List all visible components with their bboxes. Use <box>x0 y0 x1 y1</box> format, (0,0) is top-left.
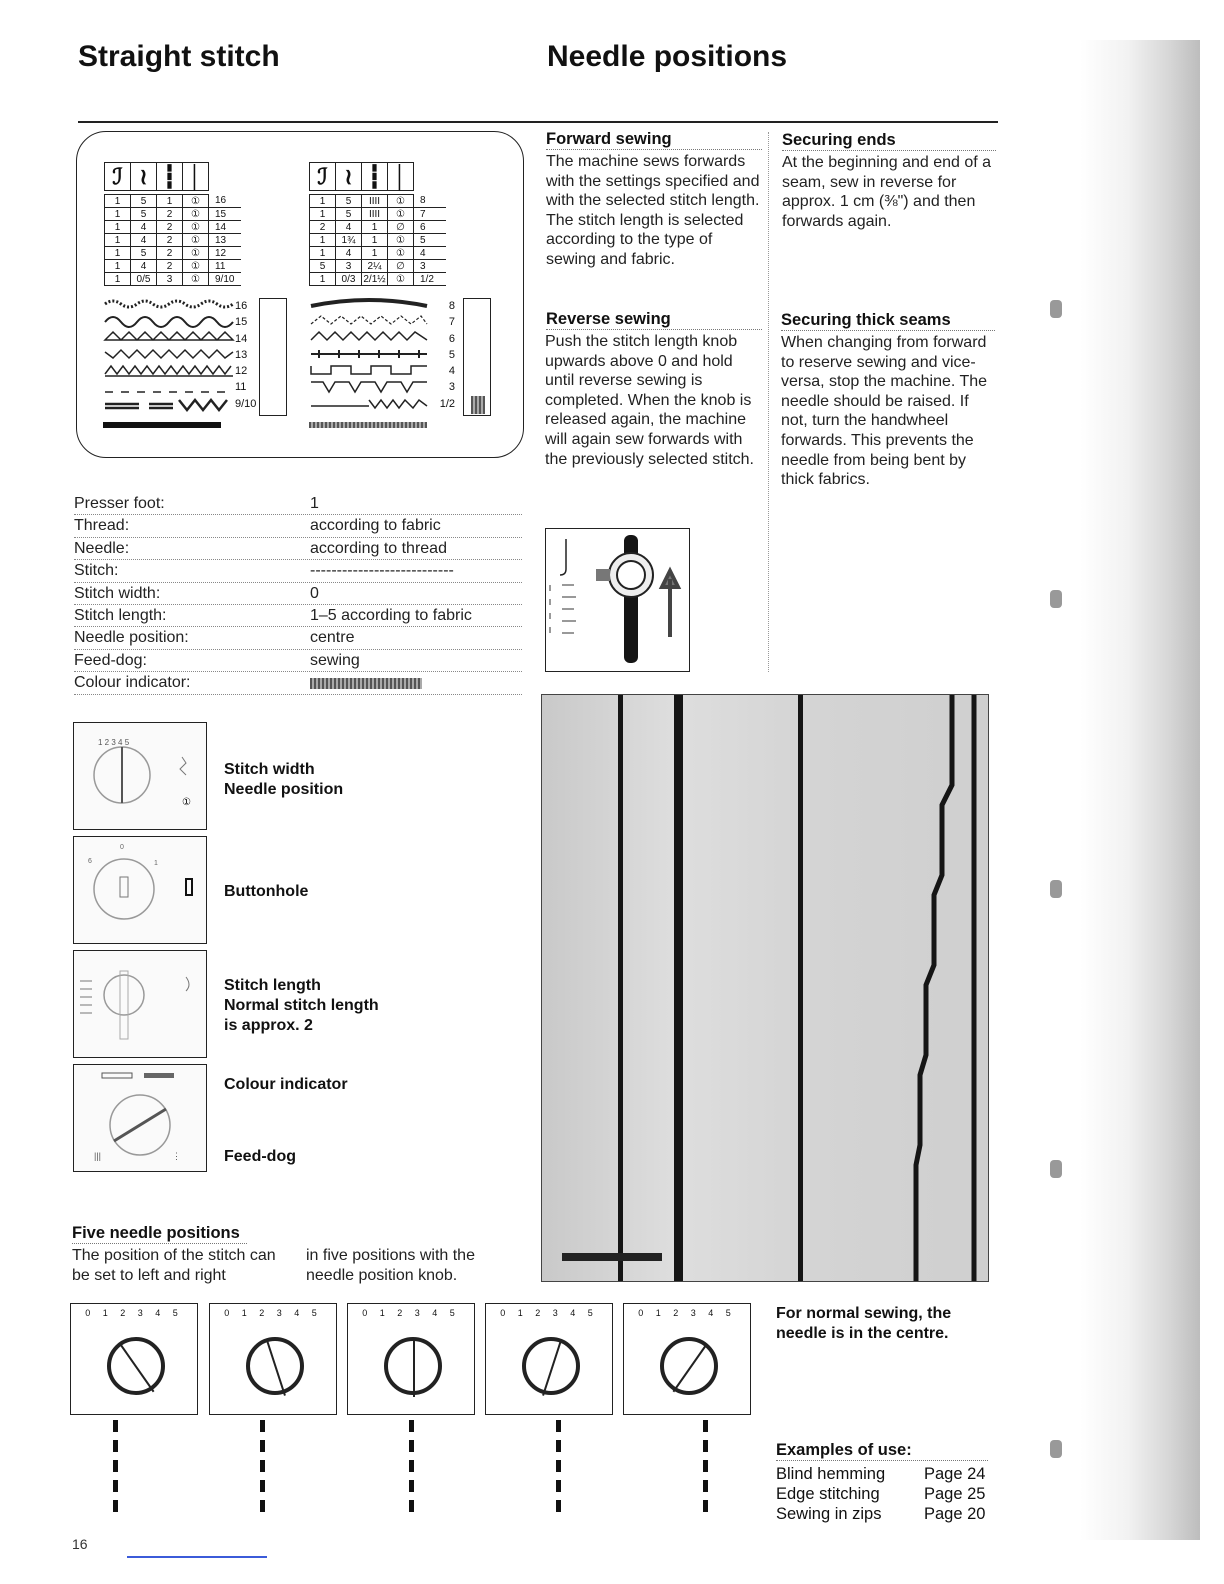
page-title-right: Needle positions <box>547 40 788 73</box>
spec-label: Presser foot: <box>74 495 165 512</box>
binding-hole <box>1050 590 1062 608</box>
settings-cell: ① <box>388 234 414 247</box>
spec-label: Stitch: <box>74 562 119 580</box>
spec-label: Stitch width: <box>74 584 161 602</box>
svg-text:①: ① <box>182 797 191 808</box>
reverse-sewing-text: Push the stitch length knob upwards above 0 and hold until reverse sewing is completed. When the knob is released again, the machine will again sew forwards with the previously selected stitch. <box>545 333 754 468</box>
settings-cell: 0/3 <box>336 273 362 286</box>
settings-cell: 13 <box>209 234 241 247</box>
seam-line <box>798 695 803 1281</box>
example-page: Page 25 <box>924 1485 986 1503</box>
spec-label: Colour indicator: <box>74 674 191 692</box>
right-colour-bar <box>309 422 427 428</box>
pattern-number: 15 <box>235 316 248 329</box>
stitch-width-icon: ┇ <box>362 163 388 190</box>
five-positions-text-2: in five positions with the needle position knob. <box>306 1247 475 1284</box>
spec-value: 1 <box>310 495 319 512</box>
needle-knob-position-0 <box>70 1303 198 1415</box>
settings-cell: 1 <box>362 247 388 260</box>
example-page: Page 20 <box>924 1505 986 1523</box>
label-feed-dog: Feed-dog <box>224 1148 296 1165</box>
presser-foot-icon: ℐ <box>310 163 336 190</box>
settings-cell: 5 <box>336 208 362 221</box>
settings-cell: ① <box>183 221 209 234</box>
stitch-width-icon: ┇ <box>157 163 183 190</box>
settings-row <box>105 221 241 234</box>
spec-value: 1–5 according to fabric <box>310 606 472 624</box>
spec-row <box>74 583 522 605</box>
presser-foot-icon: ℐ <box>105 163 131 190</box>
stitch-settings-panel <box>76 131 524 458</box>
page-binding-strip <box>1080 40 1200 1540</box>
securing-thick-text: When changing from forward to reserve sewing and vice-versa, stop the machine. The needle should be raised. If not, turn the handwheel forwards. This prevents the needle from being bent by thick fabrics. <box>781 334 988 489</box>
pattern-number: 4 <box>448 365 455 378</box>
needle-knob-position-centre <box>347 1303 475 1415</box>
securing-ends-text: At the beginning and end of a seam, sew in reverse for approx. 1 cm (⅜") and then forwards again. <box>782 154 992 230</box>
settings-cell: 1 <box>310 195 336 208</box>
seam-photo <box>541 694 989 1282</box>
colour-feed-dial-icon <box>74 1065 204 1169</box>
tension-icon: ≀ <box>131 163 157 190</box>
svg-text:0: 0 <box>120 844 124 851</box>
pattern-number: 7 <box>448 316 455 329</box>
pattern-number: 13 <box>235 348 248 361</box>
normal-sewing-note: For normal sewing, the needle is in the centre. <box>776 1305 952 1342</box>
settings-row <box>310 208 446 221</box>
pattern-number: 9/10 <box>235 397 257 410</box>
knob-dial-icon <box>522 1337 580 1395</box>
page-title-left: Straight stitch <box>78 40 280 73</box>
pattern-number: 6 <box>448 332 455 345</box>
knob-scale: 0 1 2 3 4 5 <box>638 1308 736 1318</box>
settings-cell: 6 <box>414 221 446 234</box>
header-rule <box>78 121 998 123</box>
reverse-stitch-seam <box>912 695 982 1282</box>
binding-hole <box>1050 1440 1062 1458</box>
settings-row <box>105 234 241 247</box>
settings-row <box>310 273 446 286</box>
securing-thick-heading: Securing thick seams <box>781 311 995 331</box>
settings-cell: IIII <box>362 195 388 208</box>
left-table-header <box>104 162 209 191</box>
settings-cell: 3 <box>157 273 183 286</box>
example-item <box>776 1464 991 1484</box>
stitch-width-dial-icon <box>74 723 204 827</box>
needle-icon: │ <box>388 163 414 190</box>
colour-indicator-swatch <box>310 678 422 689</box>
settings-cell: 1 <box>310 234 336 247</box>
settings-cell: ① <box>183 195 209 208</box>
example-item <box>776 1484 991 1504</box>
settings-cell: ① <box>388 208 414 221</box>
settings-cell: 1 <box>310 247 336 260</box>
settings-cell: 3 <box>336 260 362 273</box>
examples-heading: Examples of use: <box>776 1441 988 1461</box>
settings-cell: 7 <box>414 208 446 221</box>
settings-cell: 3 <box>414 260 446 273</box>
pattern-number: 5 <box>448 348 455 361</box>
knob-dial-icon <box>660 1337 718 1395</box>
spec-row <box>74 672 522 694</box>
reverse-knob-illustration <box>545 528 690 672</box>
forward-sewing-text: The machine sews forwards with the settings specified and with the selected stitch length. The stitch length is selected according to the type of sewing and fabric. <box>546 153 760 268</box>
settings-cell: 2¼ <box>362 260 388 273</box>
five-positions-text-1: The position of the stitch can be set to left and right <box>72 1247 276 1284</box>
settings-cell: ① <box>183 208 209 221</box>
stitch-width-dial-box <box>73 722 207 830</box>
reverse-knob-icon <box>546 529 688 669</box>
settings-cell: 2 <box>157 208 183 221</box>
spec-value: centre <box>310 629 355 647</box>
settings-cell: 2 <box>157 247 183 260</box>
stitch-length-dial-icon <box>74 951 204 1055</box>
needle-stitch-line <box>556 1420 562 1520</box>
spec-label: Thread: <box>74 517 130 535</box>
settings-cell: 15 <box>209 208 241 221</box>
needle-stitch-line <box>409 1420 415 1520</box>
spec-value: --------------------------- <box>310 562 454 580</box>
colour-feed-dial-box <box>73 1064 207 1172</box>
settings-cell: 4 <box>131 234 157 247</box>
label-buttonhole: Buttonhole <box>224 883 309 900</box>
needle-stitch-line <box>703 1420 709 1520</box>
spec-value: according to thread <box>310 539 447 557</box>
example-name: Sewing in zips <box>776 1505 882 1523</box>
settings-cell: 0/5 <box>131 273 157 286</box>
settings-row <box>105 195 241 208</box>
pattern-number: 1/2 <box>439 397 455 410</box>
svg-text:|||: ||| <box>94 1151 102 1161</box>
settings-cell: ∅ <box>388 221 414 234</box>
settings-cell: 11 <box>209 260 241 273</box>
needle-knob-position-3 <box>485 1303 613 1415</box>
reverse-sewing-heading: Reverse sewing <box>546 310 762 330</box>
settings-cell: 5 <box>414 234 446 247</box>
settings-cell: 1 <box>310 208 336 221</box>
tension-icon: ≀ <box>336 163 362 190</box>
settings-specs-table <box>74 493 522 695</box>
examples-list <box>776 1464 991 1524</box>
settings-cell: 1/2 <box>414 273 446 286</box>
settings-row <box>310 260 446 273</box>
spec-value: 0 <box>310 584 319 602</box>
knob-dial-icon <box>384 1337 442 1395</box>
settings-cell: 16 <box>209 195 241 208</box>
needle-stitch-line <box>260 1420 266 1520</box>
spec-row <box>74 515 522 537</box>
settings-cell: 5 <box>336 195 362 208</box>
example-name: Blind hemming <box>776 1465 886 1483</box>
fabric-edge <box>562 1253 662 1261</box>
label-needle-position: Needle position <box>224 781 344 798</box>
binding-hole <box>1050 880 1062 898</box>
settings-cell: 1 <box>310 273 336 286</box>
settings-cell: 8 <box>414 195 446 208</box>
buttonhole-dial-icon <box>74 837 204 941</box>
settings-cell: 1 <box>157 195 183 208</box>
spec-label: Feed-dog: <box>74 651 147 669</box>
needle-knob-position-1 <box>209 1303 337 1415</box>
settings-cell: 1 <box>105 247 131 260</box>
settings-cell: 2 <box>157 260 183 273</box>
settings-cell: 12 <box>209 247 241 260</box>
settings-cell: 4 <box>131 221 157 234</box>
svg-text:⋮: ⋮ <box>172 1151 181 1161</box>
settings-cell: 5 <box>310 260 336 273</box>
pattern-number: 11 <box>235 381 247 394</box>
knob-scale: 0 1 2 3 4 5 <box>224 1308 322 1318</box>
pattern-number: 16 <box>235 300 248 312</box>
settings-row <box>105 208 241 221</box>
settings-cell: 2 <box>157 234 183 247</box>
footer-blue-line <box>127 1556 267 1558</box>
knob-scale: 0 1 2 3 4 5 <box>85 1308 183 1318</box>
column-divider <box>768 132 769 672</box>
spec-row <box>74 627 522 649</box>
settings-cell: 2 <box>310 221 336 234</box>
binding-hole <box>1050 1160 1062 1178</box>
svg-text:6: 6 <box>88 858 92 865</box>
right-bracket-swatch <box>471 396 485 414</box>
settings-cell: 5 <box>131 208 157 221</box>
settings-cell: ∅ <box>388 260 414 273</box>
settings-cell: ① <box>388 247 414 260</box>
knob-dial-icon <box>246 1337 304 1395</box>
stitch-length-dial-box <box>73 950 207 1058</box>
securing-ends-heading: Securing ends <box>782 131 996 151</box>
settings-cell: 2/1½ <box>363 273 386 285</box>
settings-cell: 9/10 <box>209 273 241 286</box>
left-settings-table <box>104 194 241 286</box>
settings-cell: 4 <box>336 247 362 260</box>
spec-value: sewing <box>310 651 360 669</box>
settings-cell: 1 <box>362 221 388 234</box>
left-colour-bar <box>103 422 221 428</box>
settings-cell: ① <box>388 195 414 208</box>
knob-dial-icon <box>107 1337 165 1395</box>
settings-cell: ① <box>183 234 209 247</box>
settings-row <box>105 260 241 273</box>
needle-icon: │ <box>183 163 209 190</box>
pattern-number: 14 <box>235 332 248 345</box>
pattern-number: 12 <box>235 365 248 378</box>
settings-row <box>310 195 446 208</box>
example-name: Edge stitching <box>776 1485 880 1503</box>
settings-row <box>105 273 241 286</box>
settings-row <box>310 247 446 260</box>
seam-line <box>618 695 623 1281</box>
needle-stitch-line <box>113 1420 119 1520</box>
settings-cell: ① <box>183 260 209 273</box>
settings-row <box>105 247 241 260</box>
spec-label: Needle position: <box>74 629 189 647</box>
settings-row <box>310 221 446 234</box>
example-item <box>776 1504 991 1524</box>
left-pattern-numbers <box>235 298 256 412</box>
settings-cell: 1 <box>105 234 131 247</box>
settings-cell: 14 <box>209 221 241 234</box>
svg-text:1 2 3 4 5: 1 2 3 4 5 <box>98 738 130 747</box>
buttonhole-dial-box <box>73 836 207 944</box>
spec-row <box>74 650 522 672</box>
spec-label: Needle: <box>74 539 130 557</box>
settings-cell: 1 <box>105 195 131 208</box>
knob-scale: 0 1 2 3 4 5 <box>362 1308 460 1318</box>
label-colour-indicator: Colour indicator <box>224 1076 348 1093</box>
binding-hole <box>1050 300 1062 318</box>
left-pattern-bracket <box>259 298 287 416</box>
spec-row <box>74 605 522 627</box>
right-settings-table <box>309 194 446 286</box>
label-normal-length-1: Normal stitch length <box>224 997 379 1014</box>
pattern-number: 3 <box>448 381 455 394</box>
spec-row <box>74 493 522 515</box>
seam-line <box>674 695 683 1281</box>
settings-cell: 1 <box>105 208 131 221</box>
label-normal-length-2: is approx. 2 <box>224 1017 313 1034</box>
settings-cell: 4 <box>336 221 362 234</box>
settings-cell: ① <box>183 273 209 286</box>
settings-cell: 5 <box>131 195 157 208</box>
settings-cell: 1 <box>105 260 131 273</box>
settings-cell: ① <box>183 247 209 260</box>
needle-knob-position-5 <box>623 1303 751 1415</box>
forward-sewing-heading: Forward sewing <box>546 130 762 150</box>
settings-cell: IIII <box>362 208 388 221</box>
page-number: 16 <box>72 1536 88 1552</box>
spec-label: Stitch length: <box>74 606 167 624</box>
settings-cell: 1¾ <box>336 234 362 247</box>
spec-row <box>74 538 522 560</box>
settings-cell: ① <box>388 273 414 286</box>
settings-cell: 4 <box>131 260 157 273</box>
right-pattern-numbers <box>433 298 455 412</box>
settings-cell: 5 <box>131 247 157 260</box>
pattern-number: 8 <box>448 300 455 312</box>
knob-scale: 0 1 2 3 4 5 <box>500 1308 598 1318</box>
settings-cell: 2 <box>157 221 183 234</box>
svg-text:1: 1 <box>154 860 158 867</box>
label-stitch-length: Stitch length <box>224 977 321 994</box>
label-stitch-width: Stitch width <box>224 761 315 778</box>
settings-cell: 1 <box>105 273 131 286</box>
settings-cell: 1 <box>362 234 388 247</box>
settings-row <box>310 234 446 247</box>
settings-cell: 4 <box>414 247 446 260</box>
right-table-header <box>309 162 414 191</box>
settings-cell: 1 <box>105 221 131 234</box>
five-positions-heading: Five needle positions <box>72 1224 247 1244</box>
spec-value: according to fabric <box>310 517 441 535</box>
example-page: Page 24 <box>924 1465 986 1483</box>
spec-row <box>74 560 522 582</box>
spec-value <box>310 672 522 693</box>
